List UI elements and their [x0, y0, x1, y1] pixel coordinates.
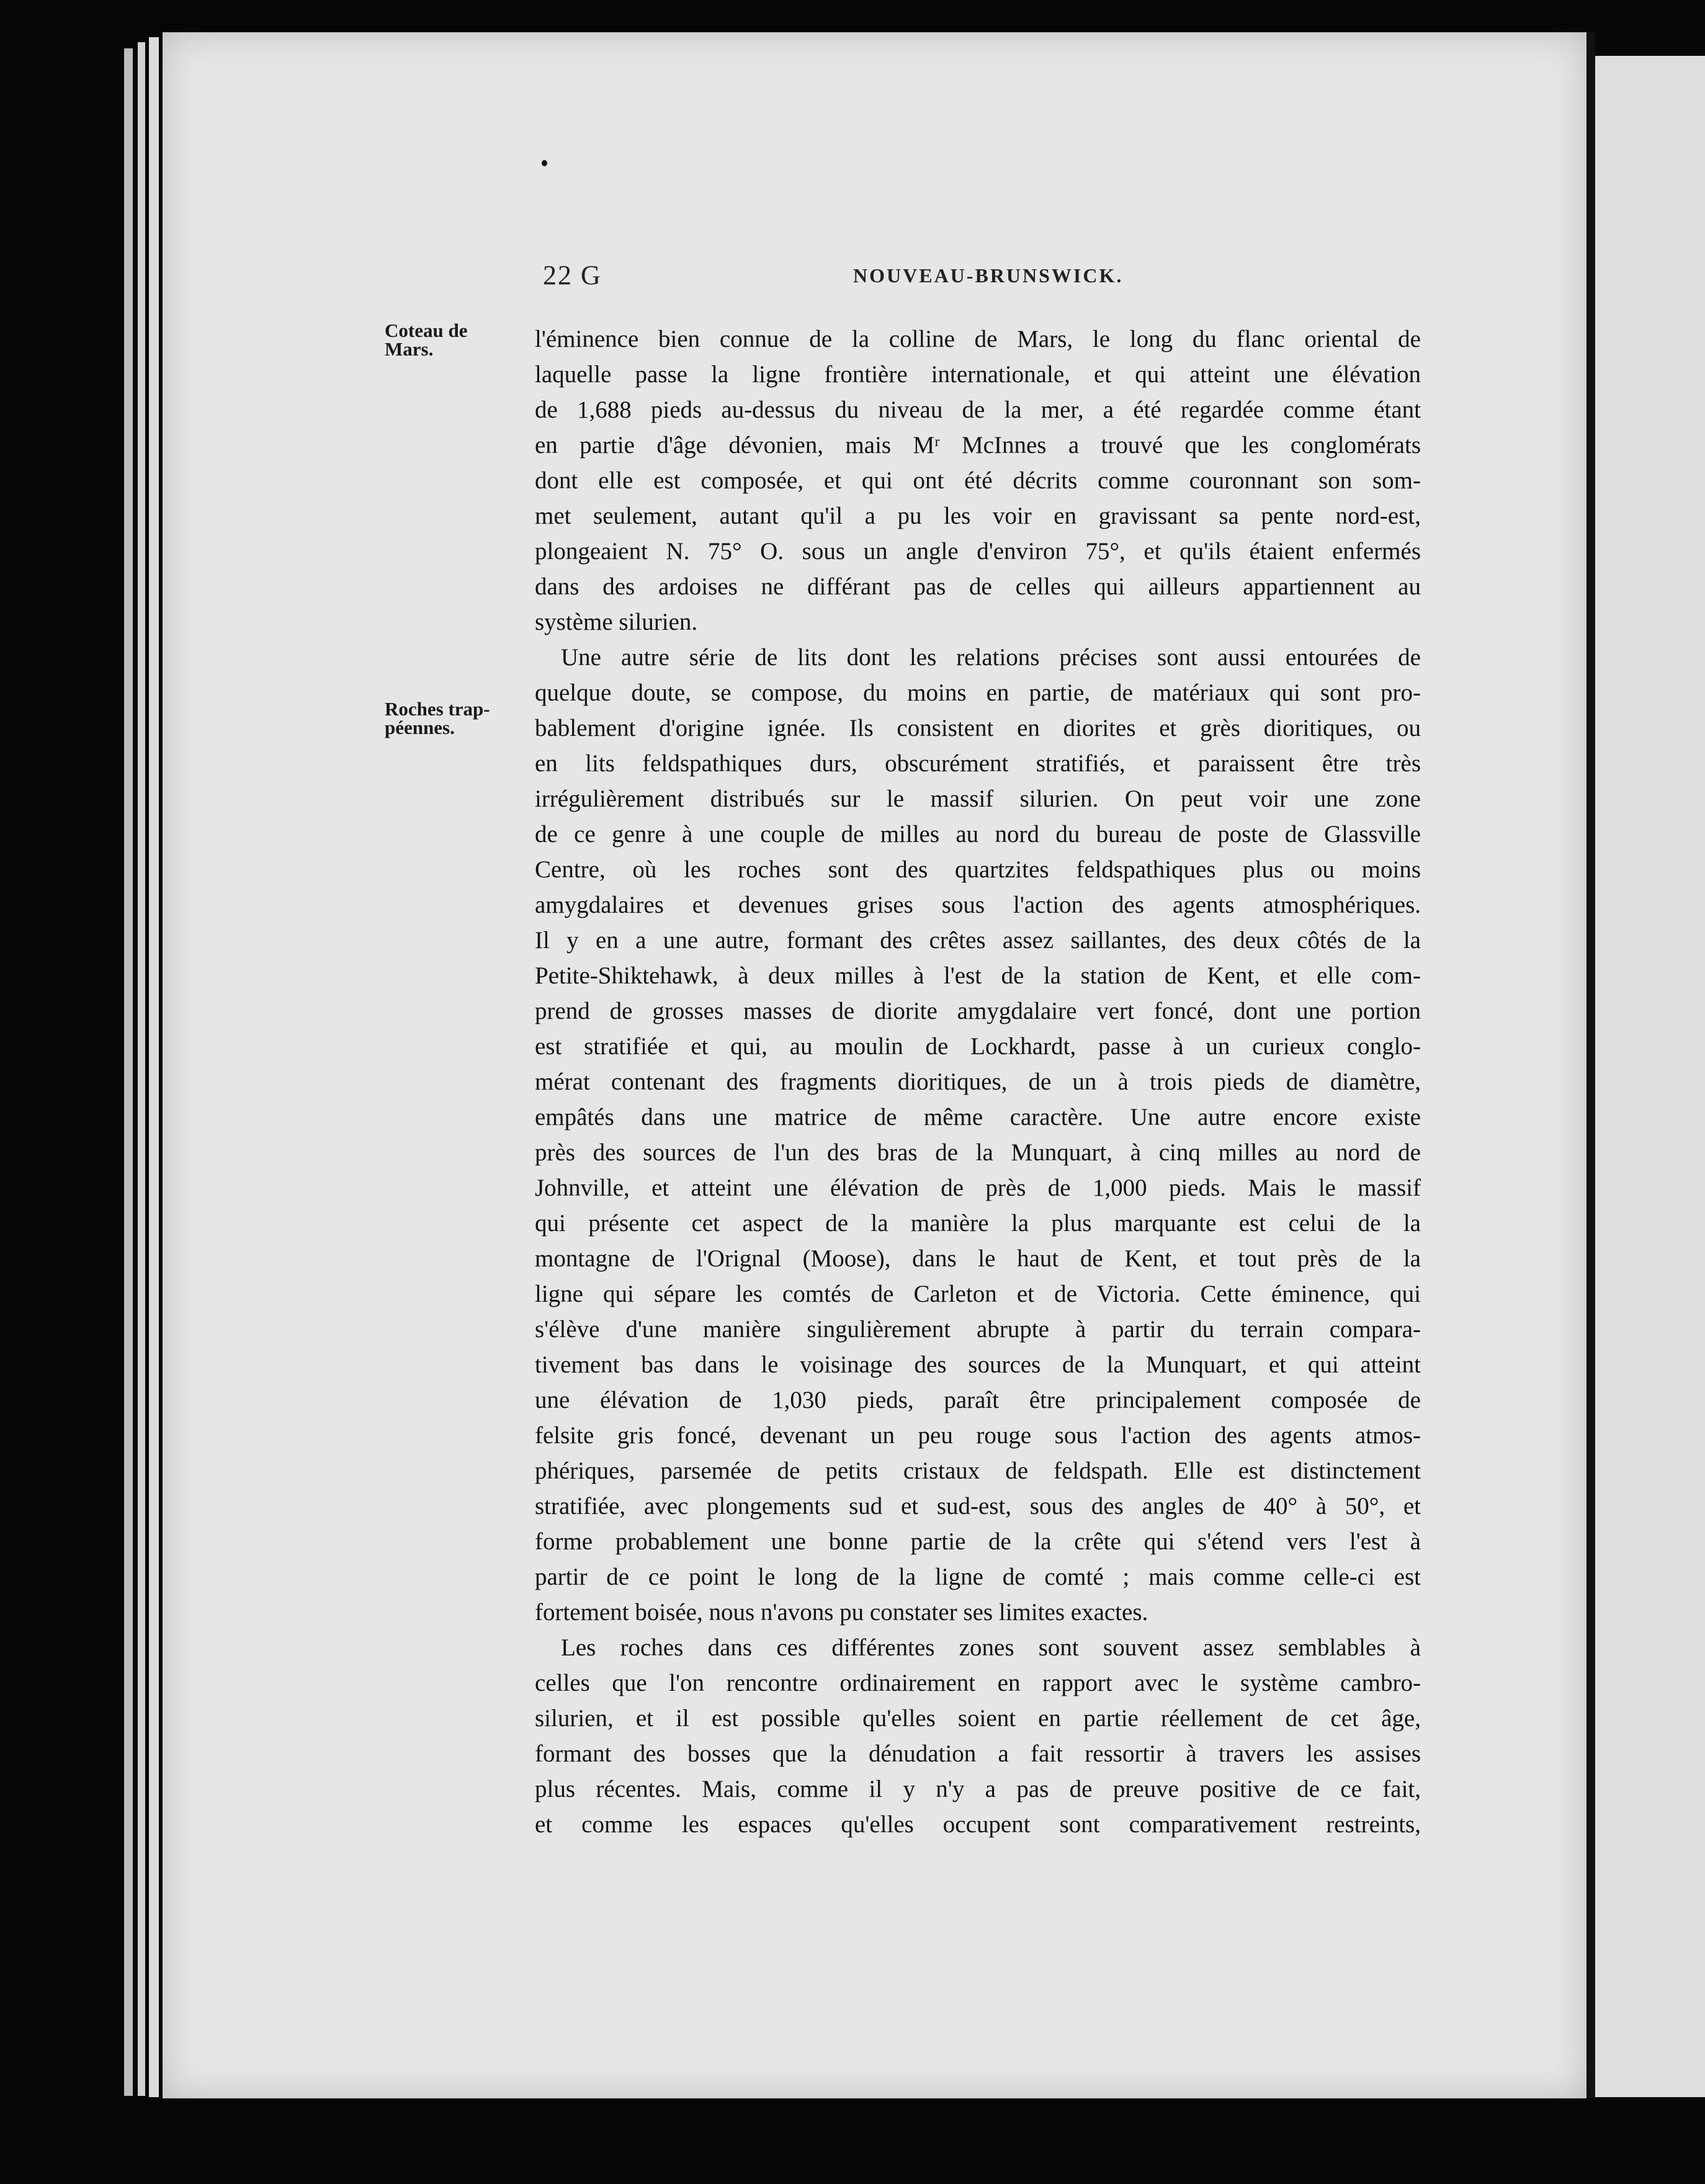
text-line: formant des bosses que la dénudation a fait ressortir à travers les assises	[535, 1740, 1421, 1767]
text-line: en partie d'âge dévonien, mais Mʳ McInnes a trouvé que les conglomérats	[535, 432, 1421, 459]
text-line: Une autre série de lits dont les relations précises sont aussi entourées de	[561, 644, 1421, 671]
text-line: irrégulièrement distribués sur le massif silurien. On peut voir une zone	[535, 785, 1421, 812]
page-edge	[149, 37, 159, 2097]
paragraph	[535, 321, 1421, 640]
text-line: fortement boisée, nous n'avons pu constater ses limites exactes.	[535, 1599, 1148, 1626]
text-line: ligne qui sépare les comtés de Carleton et de Victoria. Cette éminence, qui	[535, 1281, 1421, 1307]
text-line: plongeaient N. 75° O. sous un angle d'environ 75°, et qu'ils étaient enfermés	[535, 538, 1421, 565]
text-line: Il y en a une autre, formant des crêtes assez saillantes, des deux côtés de la	[535, 927, 1421, 954]
page-edge	[124, 48, 133, 2096]
text-line: montagne de l'Orignal (Moose), dans le haut de Kent, et tout près de la	[535, 1245, 1421, 1272]
page-number: 22 G	[543, 260, 602, 290]
text-line: s'élève d'une manière singulièrement abrupte à partir du terrain compara-	[535, 1316, 1421, 1343]
facing-page-edge	[1595, 56, 1705, 2097]
text-line: de ce genre à une couple de milles au nord du bureau de poste de Glassville	[535, 821, 1421, 848]
text-line: et comme les espaces qu'elles occupent sont comparativement restreints,	[535, 1811, 1421, 1838]
text-line: felsite gris foncé, devenant un peu rouge sous l'action des agents atmos-	[535, 1422, 1421, 1449]
text-line: celles que l'on rencontre ordinairement en rapport avec le système cambro-	[535, 1670, 1421, 1696]
text-line: dont elle est composée, et qui ont été décrits comme couronnant son som-	[535, 467, 1421, 494]
page-gutter	[1586, 32, 1595, 2098]
text-line: phériques, parsemée de petits cristaux de feldspath. Elle est distinctement	[535, 1457, 1421, 1484]
text-line: tivement bas dans le voisinage des sources de la Munquart, et qui atteint	[535, 1351, 1421, 1378]
text-line: met seulement, autant qu'il a pu les voir en gravissant sa pente nord-est,	[535, 503, 1421, 529]
text-line: Petite-Shiktehawk, à deux milles à l'est de la station de Kent, et elle com-	[535, 962, 1421, 989]
text-line: dans des ardoises ne différant pas de celles qui ailleurs appartiennent au	[535, 573, 1421, 600]
text-line: Les roches dans ces différentes zones sont souvent assez semblables à	[561, 1634, 1421, 1661]
text-line: bablement d'origine ignée. Ils consistent en diorites et grès dioritiques, ou	[535, 715, 1421, 741]
ink-speck	[542, 160, 547, 166]
text-line: mérat contenant des fragments dioritiques, de un à trois pieds de diamètre,	[535, 1068, 1421, 1095]
text-line: silurien, et il est possible qu'elles soient en partie réellement de cet âge,	[535, 1705, 1421, 1732]
margin-note: Coteau de Mars.	[385, 320, 468, 360]
body-text	[535, 321, 1421, 1842]
text-line: prend de grosses masses de diorite amygdalaire vert foncé, dont une portion	[535, 998, 1421, 1024]
text-line: est stratifiée et qui, au moulin de Lockhardt, passe à un curieux conglo-	[535, 1033, 1421, 1060]
text-line: forme probablement une bonne partie de la crête qui s'étend vers l'est à	[535, 1528, 1421, 1555]
text-line: empâtés dans une matrice de même caractère. Une autre encore existe	[535, 1104, 1421, 1130]
text-line: système silurien.	[535, 609, 698, 635]
text-line: partir de ce point le long de la ligne de comté ; mais comme celle-ci est	[535, 1564, 1421, 1590]
text-line: quelque doute, se compose, du moins en partie, de matériaux qui sont pro-	[535, 679, 1421, 706]
text-line: de 1,688 pieds au-dessus du niveau de la mer, a été regardée comme étant	[535, 396, 1421, 423]
page-edge	[138, 42, 145, 2096]
text-line: amygdalaires et devenues grises sous l'action des agents atmosphériques.	[535, 892, 1421, 918]
running-head: NOUVEAU-BRUNSWICK.	[853, 264, 1124, 287]
text-line: Johnville, et atteint une élévation de près de 1,000 pieds. Mais le massif	[535, 1175, 1421, 1201]
margin-note: Roches trap- péennes.	[385, 698, 490, 738]
text-line: plus récentes. Mais, comme il y n'y a pas de preuve positive de ce fait,	[535, 1776, 1421, 1802]
text-line: une élévation de 1,030 pieds, paraît être principalement composée de	[535, 1387, 1421, 1413]
paragraph	[535, 1630, 1421, 1842]
text-line: en lits feldspathiques durs, obscurément stratifiés, et paraissent être très	[535, 750, 1421, 777]
text-line: l'éminence bien connue de la colline de Mars, le long du flanc oriental de	[535, 326, 1421, 352]
text-line: laquelle passe la ligne frontière internationale, et qui atteint une élévation	[535, 361, 1421, 388]
text-line: qui présente cet aspect de la manière la plus marquante est celui de la	[535, 1210, 1421, 1237]
paragraph	[535, 640, 1421, 1630]
text-line: près des sources de l'un des bras de la Munquart, à cinq milles au nord de	[535, 1139, 1421, 1166]
text-line: stratifiée, avec plongements sud et sud-est, sous des angles de 40° à 50°, et	[535, 1493, 1421, 1519]
text-line: Centre, où les roches sont des quartzites feldspathiques plus ou moins	[535, 856, 1421, 883]
